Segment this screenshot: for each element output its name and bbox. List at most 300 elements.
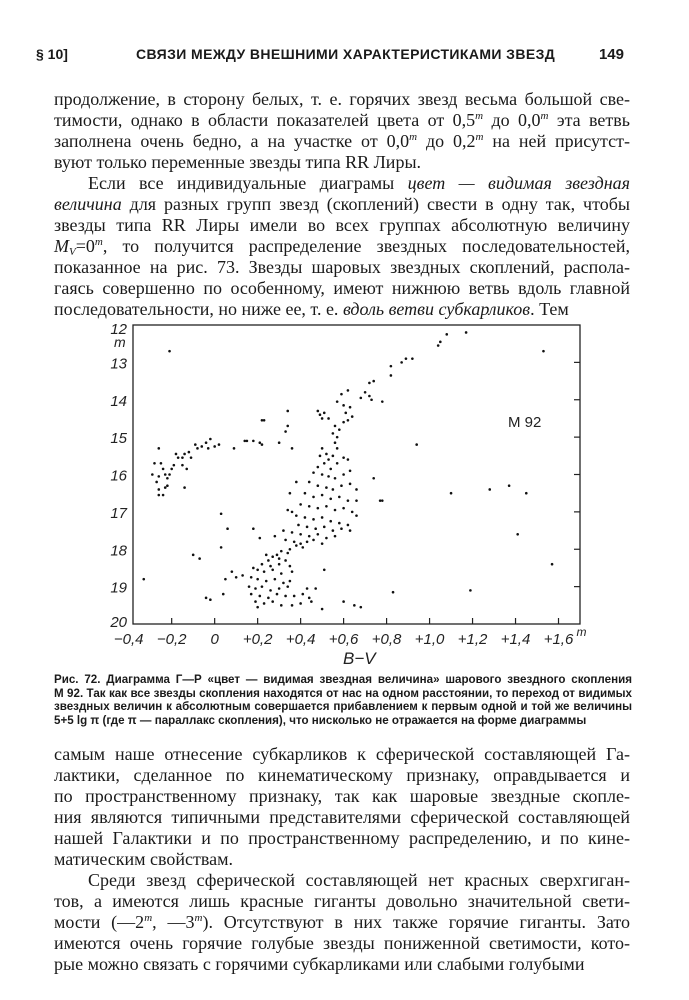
star-point: [336, 400, 339, 403]
star-point: [325, 505, 328, 508]
star-point: [278, 557, 281, 560]
star-point: [319, 455, 322, 458]
star-point: [282, 582, 285, 585]
star-point: [334, 509, 337, 512]
star-point: [308, 505, 311, 508]
star-point: [297, 524, 300, 527]
star-point: [284, 595, 287, 598]
star-point: [347, 419, 350, 422]
star-point: [551, 563, 554, 566]
star-point: [317, 507, 320, 510]
star-point: [220, 546, 223, 549]
x-unit-label: m: [576, 625, 587, 639]
star-point: [256, 578, 259, 581]
star-point: [181, 456, 184, 459]
figure-caption: [54, 673, 632, 727]
star-point: [254, 600, 257, 603]
star-point: [321, 473, 324, 476]
star-point: [286, 585, 289, 588]
star-point: [439, 341, 442, 344]
star-point: [381, 499, 384, 502]
text-run: нашей Галактики и по пространственному распределению, и по кине-: [54, 828, 630, 848]
star-point: [284, 539, 287, 542]
text-run: тов, а имеются лишь красные гиганты довольно значительной свети-: [54, 891, 630, 911]
text-run: М 92. Так как все звезды скопления находятся от нас на одном расстоянии, то переход от видимых: [54, 686, 632, 700]
star-point: [295, 481, 298, 484]
star-point: [252, 440, 255, 443]
star-point: [241, 574, 244, 577]
text-line: [54, 152, 630, 173]
star-point: [256, 606, 259, 609]
star-point: [469, 589, 472, 592]
star-point: [256, 569, 259, 572]
star-point: [325, 453, 328, 456]
text-line: [54, 954, 630, 975]
text-line: [54, 849, 630, 870]
star-point: [276, 554, 279, 557]
star-point: [332, 432, 335, 435]
star-point: [185, 468, 188, 471]
star-point: [308, 535, 311, 538]
star-point: [340, 484, 343, 487]
text-run: последовательности, но ниже ее, т. е.: [54, 299, 343, 319]
star-point: [258, 537, 261, 540]
star-point: [233, 447, 236, 450]
star-point: [200, 445, 203, 448]
italic-text: цвет — видимая звездная: [407, 173, 630, 193]
star-point: [278, 563, 281, 566]
text-run: 5+5 lg π (где π — параллакс скопления), что нисколько не отражается на форме диаграммы: [54, 713, 587, 727]
star-point: [286, 410, 289, 413]
star-point: [299, 503, 302, 506]
x-tick-label: +1,2: [457, 631, 488, 648]
paragraph-1: [54, 89, 630, 173]
star-point: [347, 458, 350, 461]
star-point: [411, 357, 414, 360]
star-point: [258, 595, 261, 598]
star-point: [295, 514, 298, 517]
star-point: [400, 361, 403, 364]
text-line: [54, 194, 630, 215]
star-point: [306, 587, 309, 590]
y-tick-label: 16: [110, 467, 127, 485]
star-point: [284, 430, 287, 433]
star-point: [306, 540, 309, 543]
superscript: m: [475, 110, 484, 122]
star-point: [317, 466, 320, 469]
star-point: [278, 441, 281, 444]
text-line: [54, 215, 630, 236]
star-point: [349, 529, 352, 532]
star-point: [142, 578, 145, 581]
y-tick-label: 19: [110, 579, 127, 597]
text-run: звездных величин к абсолютным совершается прибавлением к первым одной и той же величины: [54, 700, 632, 713]
star-point: [450, 492, 453, 495]
star-point: [317, 410, 320, 413]
figure-72-chart: [100, 310, 620, 672]
y-tick-label: 18: [110, 542, 127, 560]
star-point: [276, 593, 279, 596]
star-point: [151, 473, 154, 476]
star-point: [304, 492, 307, 495]
text-run: имеются очень горячие голубые звезды пониженной светимости, кото-: [54, 933, 630, 953]
text-run: Среди звезд сферической составляющей нет красных сверхгиган-: [88, 870, 630, 890]
text-line: [54, 700, 632, 714]
star-point: [205, 441, 208, 444]
star-point: [334, 425, 337, 428]
star-point: [271, 569, 274, 572]
star-point: [325, 486, 328, 489]
star-point: [209, 438, 212, 441]
text-run: лактики, сделанное по кинематическому признаку, оправдывается и: [54, 765, 630, 785]
star-point: [310, 600, 313, 603]
y-tick-label: 15: [110, 430, 127, 448]
star-point: [254, 587, 257, 590]
text-run: до 0,0: [483, 110, 541, 130]
star-point: [153, 462, 156, 465]
star-point: [308, 597, 311, 600]
star-point: [207, 447, 210, 450]
star-point: [166, 477, 169, 480]
star-point: [170, 468, 173, 471]
star-point: [301, 593, 304, 596]
x-tick-label: +0,6: [328, 631, 359, 648]
star-point: [261, 419, 264, 422]
star-point: [342, 421, 345, 424]
star-point: [308, 481, 311, 484]
star-point: [314, 587, 317, 590]
page-number: 149: [598, 46, 624, 63]
star-point: [321, 542, 324, 545]
star-point: [301, 546, 304, 549]
x-tick-label: +1,6: [543, 631, 574, 648]
y-tick-label: 13: [110, 355, 127, 373]
star-point: [192, 554, 195, 557]
text-line: [54, 786, 630, 807]
star-point: [368, 395, 371, 398]
star-point: [370, 398, 373, 401]
superscript: m: [409, 131, 418, 143]
star-point: [177, 456, 180, 459]
star-point: [265, 580, 268, 583]
text-run: , —3: [152, 912, 195, 932]
star-point: [372, 380, 375, 383]
x-tick-label: 0: [210, 631, 219, 648]
italic-text: вдоль ветви субкарликов: [342, 299, 531, 319]
text-run: ния являются типичными представителями сферической составляющей: [54, 807, 630, 827]
star-point: [289, 492, 292, 495]
star-point: [243, 440, 246, 443]
star-point: [280, 572, 283, 575]
text-line: [54, 236, 630, 257]
star-point: [349, 483, 352, 486]
star-point: [364, 391, 367, 394]
star-point: [261, 585, 264, 588]
star-point: [325, 537, 328, 540]
star-point: [344, 412, 347, 415]
star-point: [222, 593, 225, 596]
star-point: [168, 350, 171, 353]
star-point: [353, 604, 356, 607]
star-point: [188, 451, 191, 454]
star-point: [293, 595, 296, 598]
x-tick-label: +0,2: [242, 631, 273, 648]
star-point: [205, 597, 208, 600]
star-point: [218, 443, 221, 446]
superscript: m: [94, 236, 103, 248]
star-point: [342, 404, 345, 407]
star-point: [291, 570, 294, 573]
text-line: [54, 131, 630, 152]
star-point: [327, 475, 330, 478]
star-point: [347, 524, 350, 527]
star-point: [347, 389, 350, 392]
star-point: [334, 535, 337, 538]
star-point: [338, 522, 341, 525]
star-point: [248, 585, 251, 588]
text-run: рые можно связать с горячими субкарликами или слабыми голубыми: [54, 954, 585, 974]
text-run: Рис. 72. Диаграмма Г—Р «цвет — видимая звездная величина» шарового звездного скопления: [54, 673, 632, 686]
text-run: мости (—2: [54, 912, 145, 932]
y-tick-label: 12: [110, 321, 127, 338]
y-tick-label: 17: [110, 504, 127, 522]
star-point: [327, 417, 330, 420]
star-point: [194, 443, 197, 446]
star-point: [312, 539, 315, 542]
star-point: [213, 445, 216, 448]
star-point: [265, 554, 268, 557]
star-point: [157, 494, 160, 497]
superscript: m: [194, 912, 203, 924]
star-point: [334, 441, 337, 444]
x-tick-label: +0,4: [285, 631, 316, 648]
star-point: [332, 488, 335, 491]
text-line: [54, 744, 630, 765]
star-point: [342, 600, 345, 603]
text-line: [54, 891, 630, 912]
star-point: [347, 499, 350, 502]
star-point: [220, 512, 223, 515]
star-point: [291, 604, 294, 607]
star-point: [289, 565, 292, 568]
star-point: [162, 468, 165, 471]
text-run: вуют только переменные звезды типа RR Лиры.: [54, 152, 422, 172]
star-point: [359, 606, 362, 609]
text-line: [54, 933, 630, 954]
star-point: [323, 462, 326, 465]
star-point: [252, 567, 255, 570]
star-point: [157, 488, 160, 491]
running-header: [36, 46, 630, 68]
superscript: m: [144, 912, 153, 924]
x-tick-label: +1,4: [500, 631, 531, 648]
star-point: [317, 484, 320, 487]
star-point: [336, 447, 339, 450]
text-run: , то получится распределение звездных последовательностей,: [102, 236, 630, 256]
star-point: [542, 350, 545, 353]
text-run: тимости, однако в области показателей цвета от 0,5: [54, 110, 476, 130]
star-point: [340, 393, 343, 396]
star-point: [312, 496, 315, 499]
star-point: [525, 492, 528, 495]
star-point: [321, 447, 324, 450]
star-point: [338, 428, 341, 431]
star-point: [349, 469, 352, 472]
star-point: [323, 569, 326, 572]
star-point: [321, 494, 324, 497]
star-point: [340, 527, 343, 530]
star-point: [224, 578, 227, 581]
text-run: до 0,2: [417, 131, 476, 151]
star-point: [267, 597, 270, 600]
y-tick-label: 14: [110, 392, 127, 410]
star-point: [226, 527, 229, 530]
text-line: [54, 807, 630, 828]
text-run: для разных групп звезд (скоплений) свести в одну так, чтобы: [121, 194, 630, 214]
star-point: [445, 333, 448, 336]
star-point: [271, 555, 274, 558]
star-point: [437, 344, 440, 347]
x-tick-label: +0,8: [371, 631, 402, 648]
text-run: по пространственному признаку, так как шаровые звездные скопле-: [54, 786, 630, 806]
x-axis-label: B−V: [343, 649, 376, 668]
italic-text: величина: [54, 194, 122, 214]
star-point: [183, 486, 186, 489]
star-point: [381, 400, 384, 403]
text-line: [54, 687, 632, 701]
text-line: [54, 870, 630, 891]
star-point: [392, 591, 395, 594]
paragraph-2: [54, 173, 630, 320]
star-point: [252, 527, 255, 530]
paragraph-3: [54, 744, 630, 870]
text-run: показанное на рис. 73. Звезды шаровых звездных скоплений, распола-: [54, 257, 630, 277]
star-point: [274, 535, 277, 538]
star-point: [282, 529, 285, 532]
star-point: [390, 374, 393, 377]
cluster-label: М 92: [508, 414, 542, 431]
star-point: [271, 600, 274, 603]
star-point: [164, 486, 167, 489]
star-point: [304, 516, 307, 519]
star-point: [291, 447, 294, 450]
star-point: [351, 415, 354, 418]
text-run: на ней присутст-: [483, 131, 630, 151]
star-point: [235, 576, 238, 579]
star-point: [321, 608, 324, 611]
star-point: [278, 587, 281, 590]
subscript: V: [69, 246, 76, 258]
text-line: [54, 714, 632, 728]
star-point: [312, 518, 315, 521]
text-run: гаясь совершенно по особенному, имеют нижнюю ветвь вдоль главной: [54, 278, 630, 298]
star-point: [332, 455, 335, 458]
star-point: [269, 589, 272, 592]
star-point: [280, 550, 283, 553]
star-point: [332, 529, 335, 532]
text-line: [54, 673, 632, 687]
star-point: [284, 559, 287, 562]
star-point: [160, 462, 163, 465]
star-point: [181, 464, 184, 467]
star-point: [291, 511, 294, 514]
star-point: [293, 540, 296, 543]
star-point: [231, 570, 234, 573]
star-point: [336, 462, 339, 465]
star-point: [261, 443, 264, 446]
x-tick-label: −0,2: [156, 631, 187, 648]
star-point: [355, 488, 358, 491]
star-point: [349, 406, 352, 409]
superscript: m: [475, 131, 484, 143]
text-run: ). Отсутствуют в них также горячие гиганты. Зато: [202, 912, 631, 932]
star-point: [314, 527, 317, 530]
star-point: [289, 580, 292, 583]
star-point: [209, 598, 212, 601]
star-point: [321, 516, 324, 519]
star-point: [329, 497, 332, 500]
star-point: [323, 412, 326, 415]
star-point: [390, 365, 393, 368]
text-run: звезды типа RR Лиры имели во всех группах абсолютную величину: [54, 215, 630, 235]
text-run: заполнена очень бедно, а на участке от 0,0: [54, 131, 410, 151]
text-run: самым наше отнесение субкарликов к сферической составляющей Га-: [54, 744, 630, 764]
star-point: [280, 604, 283, 607]
text-run: Если все индивидуальные диаграмы: [88, 173, 408, 193]
text-line: [54, 173, 630, 194]
text-run: эта ветвь: [548, 110, 630, 130]
star-point: [286, 509, 289, 512]
italic-text: M: [54, 236, 69, 256]
star-point: [269, 565, 272, 568]
star-point: [327, 458, 330, 461]
text-run: матическим свойствам.: [54, 849, 234, 869]
star-point: [166, 484, 169, 487]
star-point: [516, 533, 519, 536]
star-point: [299, 533, 302, 536]
star-point: [355, 499, 358, 502]
star-point: [359, 397, 362, 400]
star-point: [338, 496, 341, 499]
star-point: [183, 453, 186, 456]
star-point: [286, 425, 289, 428]
chapter-title: СВЯЗИ МЕЖДУ ВНЕШНИМИ ХАРАКТЕРИСТИКАМИ ЗВЕЗД: [136, 46, 556, 62]
star-point: [190, 456, 193, 459]
star-point: [157, 447, 160, 450]
star-point: [261, 563, 264, 566]
x-tick-label: +1,0: [414, 631, 445, 648]
star-point: [286, 552, 289, 555]
star-point: [372, 477, 375, 480]
star-point: [342, 456, 345, 459]
star-point: [336, 436, 339, 439]
star-point: [198, 557, 201, 560]
superscript: m: [540, 110, 549, 122]
star-point: [164, 473, 167, 476]
paragraph-4: [54, 870, 630, 975]
star-point: [317, 533, 320, 536]
star-point: [258, 441, 261, 444]
star-point: [173, 464, 176, 467]
plot-frame: [133, 325, 580, 624]
star-point: [342, 473, 345, 476]
text-run: продолжение, в сторону белых, т. е. горячих звезд весьма большой све-: [54, 89, 630, 109]
star-point: [355, 514, 358, 517]
star-point: [175, 453, 178, 456]
text-run: . Тем: [530, 299, 569, 319]
star-point: [321, 417, 324, 420]
star-point: [342, 507, 345, 510]
